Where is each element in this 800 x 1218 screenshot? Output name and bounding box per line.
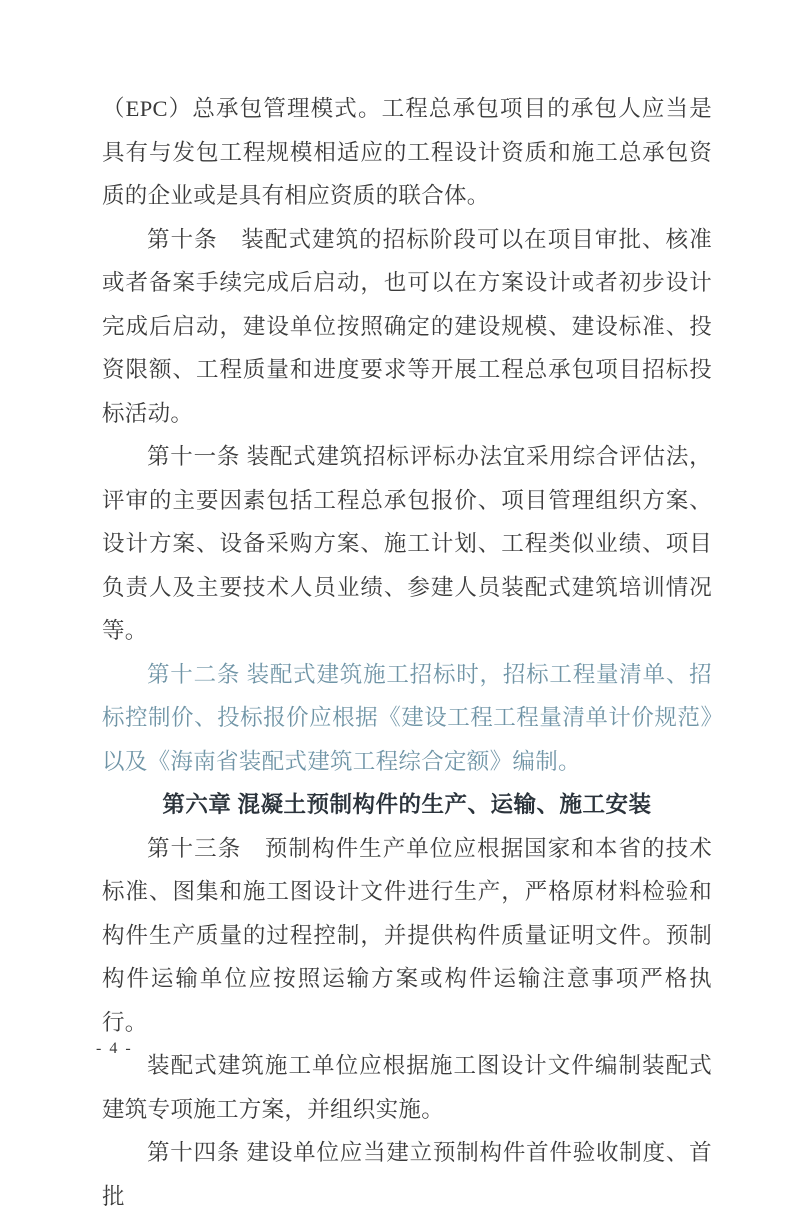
paragraph-construction-plan: 装配式建筑施工单位应根据施工图设计文件编制装配式建筑专项施工方案，并组织实施。 xyxy=(102,1053,712,1122)
paragraph-article-13: 第十三条 预制构件生产单位应根据国家和本省的技术标准、图集和施工图设计文件进行生产，严格原材料检验和构件生产质量的过程控制，并提供构件质量证明文件。预制构件运输单位应按照运输方案或构件运输注意事项严格执行。 xyxy=(102,835,712,1035)
paragraph-article-11: 第十一条 装配式建筑招标评标办法宜采用综合评估法，评审的主要因素包括工程总承包报价、项目管理组织方案、设计方案、设备采购方案、施工计划、工程类似业绩、项目负责人及主要技术人员业绩、参建人员装配式建筑培训情况等。 xyxy=(102,444,712,643)
paragraph-continuation: （EPC）总承包管理模式。工程总承包项目的承包人应当是具有与发包工程规模相适应的工程设计资质和施工总承包资质的企业或是具有相应资质的联合体。 xyxy=(102,96,712,208)
document-body xyxy=(102,87,712,1218)
paragraph-article-12: 第十二条 装配式建筑施工招标时，招标工程量清单、招标控制价、投标报价应根据《建设工程工程量清单计价规范》以及《海南省装配式建筑工程综合定额》编制。 xyxy=(102,661,712,774)
paragraph-article-10: 第十条 装配式建筑的招标阶段可以在项目审批、核准或者备案手续完成后启动，也可以在方案设计或者初步设计完成后启动，建设单位按照确定的建设规模、建设标准、投资限额、工程质量和进度要求等开展工程总承包项目招标投标活动。 xyxy=(102,226,712,426)
paragraph-article-14: 第十四条 建设单位应当建立预制构件首件验收制度、首批 xyxy=(102,1140,712,1209)
chapter-heading: 第六章 混凝土预制构件的生产、运输、施工安装 xyxy=(162,792,652,817)
page-number: - 4 - xyxy=(96,1040,133,1057)
